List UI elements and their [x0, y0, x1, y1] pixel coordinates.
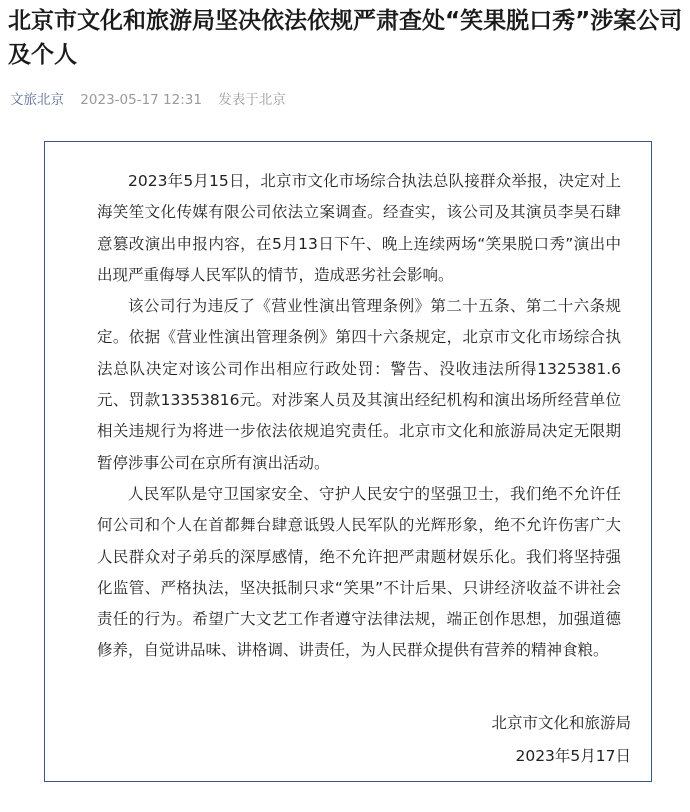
publish-datetime: 2023-05-17 12:31	[80, 92, 202, 108]
notice-paragraph: 该公司行为违反了《营业性演出管理条例》第二十五条、第二十六条规定。依据《营业性演出管理条例》第四十六条规定，北京市文化市场综合执法总队决定对该公司作出相应行政处罚：警告、没收违法所得1325381.6元、罚款13353816元。对涉案人员及其演出经纪机构和演出场所经营单位相关违规行为将进一步依法依规追究责任。北京市文化和旅游局决定无限期暂停涉事公司在京所有演出活动。	[97, 297, 621, 472]
notice-box	[44, 141, 652, 782]
notice-paragraph: 人民军队是守卫国家安全、守护人民安宁的坚强卫士，我们绝不允许任何公司和个人在首都舞台肆意诋毁人民军队的光辉形象，绝不允许伤害广大人民群众对子弟兵的深厚感情，绝不允许把严肃题材娱乐化。我们将坚持强化监管、严格执法，坚决抵制只求“笑果”不计后果、只讲经济收益不讲社会责任的行为。希望广大文艺工作者遵守法律法规，端正创作思想，加强道德修养，自觉讲品味、讲格调、讲责任，为人民群众提供有营养的精神食粮。	[97, 484, 621, 660]
article-meta	[10, 90, 298, 110]
article-title: 北京市文化和旅游局坚决依法依规严肃查处“笑果脱口秀”涉案公司及个人	[8, 8, 683, 68]
author-link[interactable]: 文旅北京	[10, 92, 64, 108]
signature-date: 2023年5月17日	[515, 747, 631, 765]
notice-paragraph: 2023年5月15日，北京市文化市场综合执法总队接群众举报，决定对上海笑笙文化传媒有限公司依法立案调查。经查实，该公司及其演员李昊石肆意篡改演出申报内容，在5月13日下午、晚上连续两场“笑果脱口秀”演出中出现严重侮辱人民军队的情节，造成恶劣社会影响。	[97, 172, 621, 284]
signature-org: 北京市文化和旅游局	[491, 714, 631, 732]
publish-location: 发表于北京	[218, 92, 286, 108]
